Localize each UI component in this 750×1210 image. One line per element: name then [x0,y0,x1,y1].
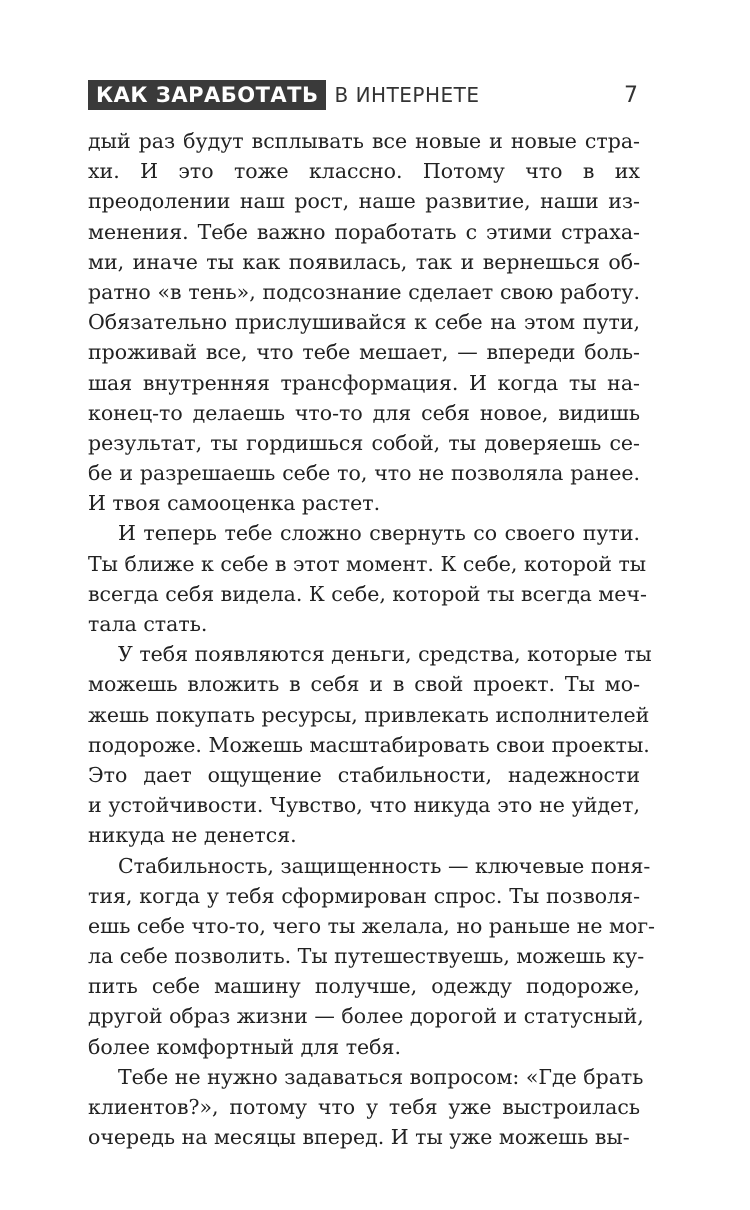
text-line: бе и разрешаешь себе то, что не позволяла ранее. [88,461,640,486]
text-line: ратно «в тень», подсознание сделает свою работу. [88,279,640,304]
book-title-bold: КАК ЗАРАБОТАТЬ [88,80,326,110]
text-line: хи. И это тоже классно. Потому что в их [88,159,640,184]
text-line: И твоя самооценка растет. [88,491,381,516]
text-line: шая внутренняя трансформация. И когда ты на- [88,370,640,395]
text-line: Тебе не нужно задаваться вопросом: «Где брать [118,1064,644,1089]
text-line: Ты ближе к себе в этот момент. К себе, которой ты [88,551,647,576]
text-line: У тебя появляются деньги, средства, которые ты [118,642,652,667]
text-line: тала стать. [88,612,208,636]
text-line: И теперь тебе сложно свернуть со своего пути. [118,521,640,546]
text-line: можешь вложить в себя и в свой проект. Ты мо- [88,672,640,697]
running-head [88,78,638,112]
text-line: Стабильность, защищенность — ключевые поня- [118,853,651,878]
text-line: преодолении наш рост, наше развитие, наши из- [88,189,640,214]
text-line: и устойчивости. Чувство, что никуда это не уйдет, [88,793,640,818]
text-line: жешь покупать ресурсы, привлекать исполнителей [88,702,650,727]
text-line: ла себе позволить. Ты путешествуешь, можешь ку- [88,944,645,969]
paragraph [88,126,640,518]
paragraph [88,851,655,1062]
text-line: конец-то делаешь что-то для себя новое, видишь [88,400,640,425]
text-line: очередь на месяцы вперед. И ты уже можешь вы- [88,1125,630,1150]
text-line: более комфортный для тебя. [88,1034,401,1059]
text-line: тия, когда у тебя сформирован спрос. Ты позволя- [88,883,640,908]
text-line: Обязательно прислушивайся к себе на этом пути, [88,310,640,335]
text-line: подороже. Можешь масштабировать свои проекты. [88,732,650,757]
text-line: пить себе машину получше, одежду подороже, [88,974,640,999]
text-line: дый раз будут всплывать все новые и новые стра- [88,129,640,153]
paragraph [88,1062,644,1153]
paragraph [88,518,647,639]
paragraph [88,639,652,850]
page-number: 7 [624,82,638,108]
text-line: никуда не денется. [88,823,297,848]
text-line: клиентов?», потому что у тебя уже выстроилась [88,1095,640,1119]
text-line: Это дает ощущение стабильности, надежности [88,762,640,787]
text-line: менения. Тебе важно поработать с этими страха- [88,219,640,244]
text-line: ешь себе что-то, чего ты желала, но раньше не мог- [88,913,655,938]
body-text [88,126,655,1152]
text-line: всегда себя видела. К себе, которой ты всегда меч- [88,581,647,606]
text-line: другой образ жизни — более дорогой и статусный, [88,1004,644,1029]
text-line: проживай все, что тебе мешает, — впереди боль- [88,340,640,365]
book-title-rest: В ИНТЕРНЕТЕ [334,83,480,107]
text-line: результат, ты гордишься собой, ты доверяешь се- [88,430,640,455]
text-line: ми, иначе ты как появилась, так и вернешься об- [88,249,640,274]
